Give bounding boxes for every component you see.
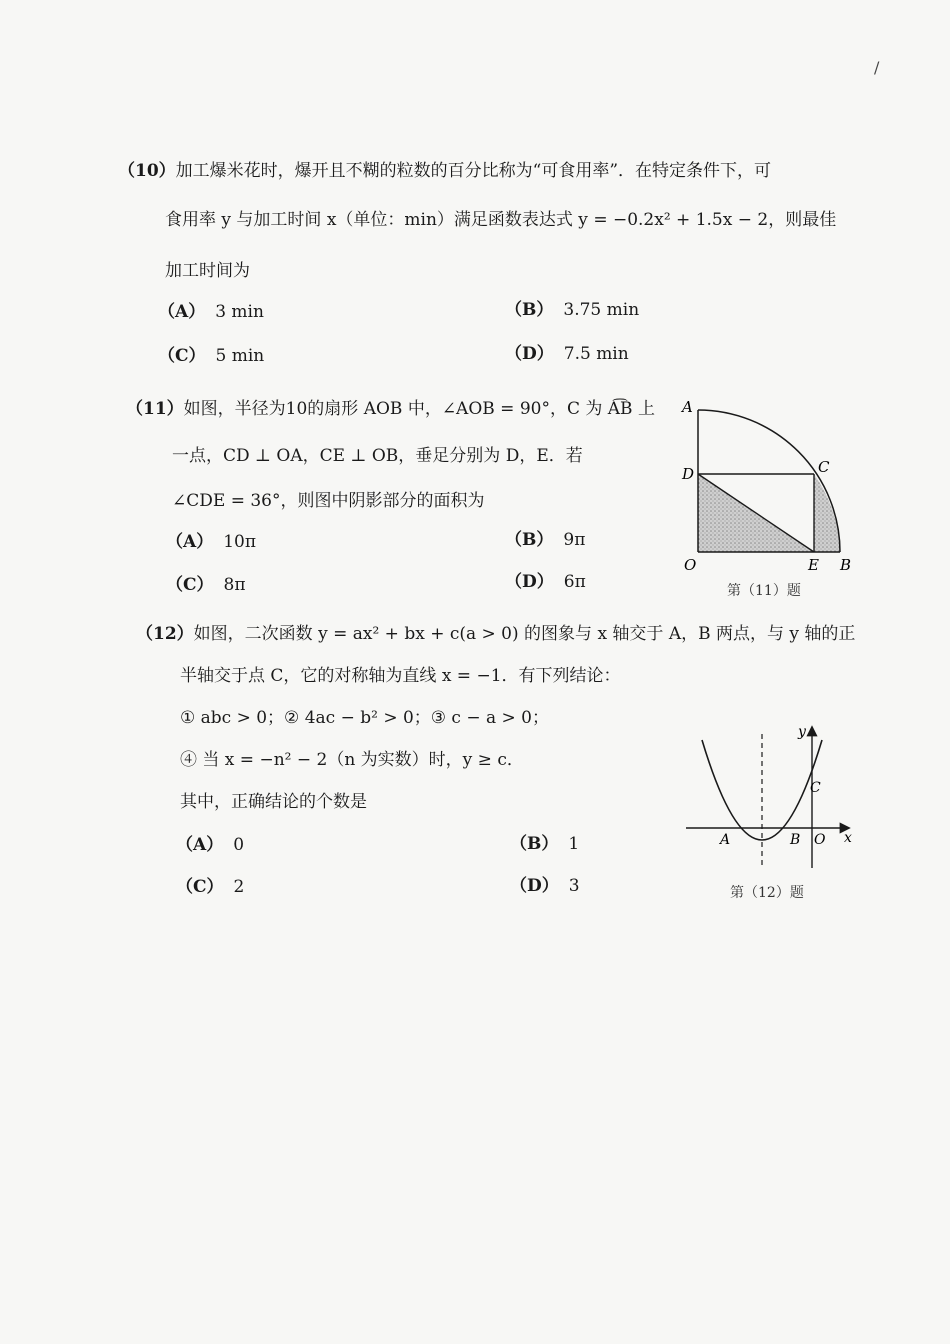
q12-option-a-text: 0 xyxy=(233,835,245,855)
q10-option-d[interactable] xyxy=(505,342,629,366)
q12-label-a: A xyxy=(720,832,731,848)
q10-option-c-text: 5 min xyxy=(215,346,265,366)
q11-shaded-sector xyxy=(814,474,840,552)
q12-line-5: 其中，正确结论的个数是 xyxy=(180,792,367,812)
q10-option-b-text: 3.75 min xyxy=(563,300,640,320)
q11-number: （11） xyxy=(126,399,184,419)
q11-text-1: 如图，半径为10的扇形 AOB 中，∠AOB = 90°，C 为 A͡B 上 xyxy=(183,399,655,419)
q12-line-2: 半轴交于点 C，它的对称轴为直线 x = −1．有下列结论： xyxy=(180,666,621,686)
q12-label-y: y xyxy=(798,724,806,740)
q11-caption: 第（11）题 xyxy=(727,583,801,599)
q11-label-c: C xyxy=(818,458,830,476)
q11-option-a-label: （A） xyxy=(166,532,214,552)
q11-label-d: D xyxy=(682,465,695,483)
q10-line-1 xyxy=(118,159,771,183)
q11-option-d[interactable] xyxy=(505,570,586,594)
q10-option-c-label: （C） xyxy=(158,346,206,366)
q10-line-3: 加工时间为 xyxy=(165,261,250,281)
q12-option-d-label: （D） xyxy=(510,876,559,896)
q12-line-3: ① abc > 0；② 4ac − b² > 0；③ c − a > 0； xyxy=(180,708,550,728)
q12-option-c[interactable] xyxy=(176,875,244,899)
q11-option-c-text: 8π xyxy=(223,575,246,595)
q11-line-2: 一点，CD ⊥ OA，CE ⊥ OB，垂足分别为 D，E．若 xyxy=(172,446,583,466)
q12-option-a[interactable] xyxy=(176,833,244,857)
q12-label-c: C xyxy=(810,780,821,796)
q11-option-a-text: 10π xyxy=(223,532,257,552)
q11-option-b-label: （B） xyxy=(505,530,554,550)
q10-option-d-label: （D） xyxy=(505,344,554,364)
q11-option-c[interactable] xyxy=(166,573,246,597)
q12-option-a-label: （A） xyxy=(176,835,224,855)
q12-label-b: B xyxy=(790,832,801,848)
q12-line-1 xyxy=(136,622,855,646)
q12-option-b[interactable] xyxy=(510,832,579,856)
q12-option-d-text: 3 xyxy=(568,876,580,896)
q11-option-c-label: （C） xyxy=(166,575,214,595)
q11-label-b: B xyxy=(840,556,852,574)
q12-text-1: 如图，二次函数 y = ax² + bx + c(a > 0) 的图象与 x 轴交于 A，B 两点，与 y 轴的正 xyxy=(193,624,856,644)
q10-option-b[interactable] xyxy=(505,298,639,322)
q10-number: （10） xyxy=(118,161,176,181)
q12-option-b-text: 1 xyxy=(568,834,580,854)
q12-line-4: ④ 当 x = −n² − 2（n 为实数）时，y ≥ c． xyxy=(180,750,524,770)
q11-option-d-text: 6π xyxy=(563,572,586,592)
q11-label-o: O xyxy=(684,556,697,574)
q11-option-a[interactable] xyxy=(166,530,256,554)
q11-option-b[interactable] xyxy=(505,528,585,552)
q12-label-x: x xyxy=(844,830,852,846)
q10-option-c[interactable] xyxy=(158,344,264,368)
q12-option-d[interactable] xyxy=(510,874,580,898)
q12-option-c-text: 2 xyxy=(233,877,245,897)
q11-option-b-text: 9π xyxy=(563,530,586,550)
q12-figure xyxy=(680,718,860,878)
q12-option-b-label: （B） xyxy=(510,834,559,854)
q11-line-3: ∠CDE = 36°，则图中阴影部分的面积为 xyxy=(172,491,485,511)
q10-option-a[interactable] xyxy=(158,300,264,324)
q11-label-e: E xyxy=(808,556,819,574)
q11-label-a: A xyxy=(682,398,693,416)
q10-line-2: 食用率 y 与加工时间 x（单位：min）满足函数表达式 y = −0.2x² + 1.5x − 2，则最佳 xyxy=(165,210,837,230)
q12-caption: 第（12）题 xyxy=(730,885,804,901)
q11-option-d-label: （D） xyxy=(505,572,554,592)
q12-label-o: O xyxy=(814,832,826,848)
q11-line-1 xyxy=(126,397,655,421)
q12-option-c-label: （C） xyxy=(176,877,224,897)
q10-option-b-label: （B） xyxy=(505,300,554,320)
q11-figure xyxy=(670,390,860,580)
q10-option-a-text: 3 min xyxy=(215,302,264,322)
q10-text-1: 加工爆米花时，爆开且不糊的粒数的百分比称为“可食用率”．在特定条件下，可 xyxy=(175,161,772,181)
q12-number: （12） xyxy=(136,624,194,644)
page-mark: / xyxy=(874,58,880,77)
q10-option-d-text: 7.5 min xyxy=(563,344,629,364)
q10-option-a-label: （A） xyxy=(158,302,206,322)
